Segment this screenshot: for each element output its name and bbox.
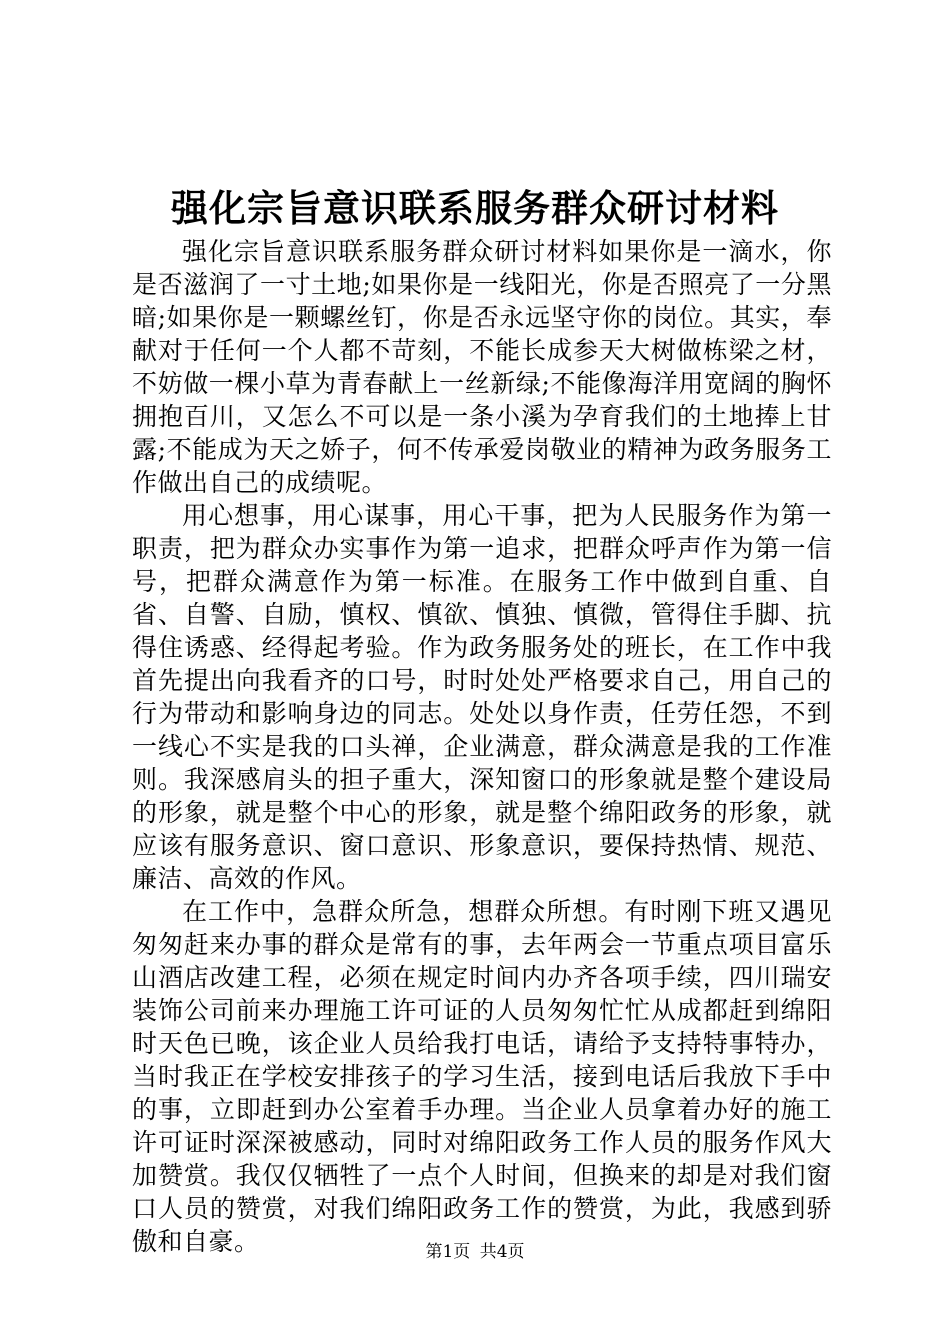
page-total: 共4页 xyxy=(479,1242,525,1262)
document-title: 强化宗旨意识联系服务群众研讨材料 xyxy=(171,186,779,230)
document-body xyxy=(132,235,832,1258)
page-number: 第1页 xyxy=(425,1242,471,1262)
paragraph-2: 用心想事，用心谋事，用心干事，把为人民服务作为第一职责，把为群众办实事作为第一追求，把群众呼声作为第一信号，把群众满意作为第一标准。在服务工作中做到自重、自省、自警、自励，慎权、慎欲、慎独、慎微，管得住手脚、抗得住诱惑、经得起考验。作为政务服务处的班长，在工作中我首先提出向我看齐的口号，时时处处严格要求自己，用自己的行为带动和影响身边的同志。处处以身作责，任劳任怨，不到一线心不实是我的口头禅，企业满意，群众满意是我的工作准则。我深感肩头的担子重大，深知窗口的形象就是整个建设局的形象，就是整个中心的形象，就是整个绵阳政务的形象，就应该有服务意识、窗口意识、形象意识，要保持热情、规范、廉洁、高效的作风。 xyxy=(132,501,832,893)
paragraph-1: 强化宗旨意识联系服务群众研讨材料如果你是一滴水，你是否滋润了一寸土地;如果你是一线阳光，你是否照亮了一分黑暗;如果你是一颗螺丝钉，你是否永远坚守你的岗位。其实，奉献对于任何一个人都不苛刻，不能长成参天大树做栋梁之材，不妨做一棵小草为青春献上一丝新绿;不能像海洋用宽阔的胸怀拥抱百川，又怎么不可以是一条小溪为孕育我们的土地捧上甘露;不能成为天之娇子，何不传承爱岗敬业的精神为政务服务工作做出自己的成绩呢。 xyxy=(132,237,832,497)
paragraph-3: 在工作中，急群众所急，想群众所想。有时刚下班又遇见匆匆赶来办事的群众是常有的事，去年两会一节重点项目富乐山酒店改建工程，必须在规定时间内办齐各项手续，四川瑞安装饰公司前来办理施工许可证的人员匆匆忙忙从成都赶到绵阳时天色已晚，该企业人员给我打电话，请给予支持特事特办，当时我正在学校安排孩子的学习生活，接到电话后我放下手中的事，立即赶到办公室着手办理。当企业人员拿着办好的施工许可证时深深被感动，同时对绵阳政务工作人员的服务作风大加赞赏。我仅仅牺牲了一点个人时间，但换来的却是对我们窗口人员的赞赏，对我们绵阳政务工作的赞赏，为此，我感到骄傲和自豪。 xyxy=(132,897,832,1256)
page-footer xyxy=(0,1240,950,1264)
